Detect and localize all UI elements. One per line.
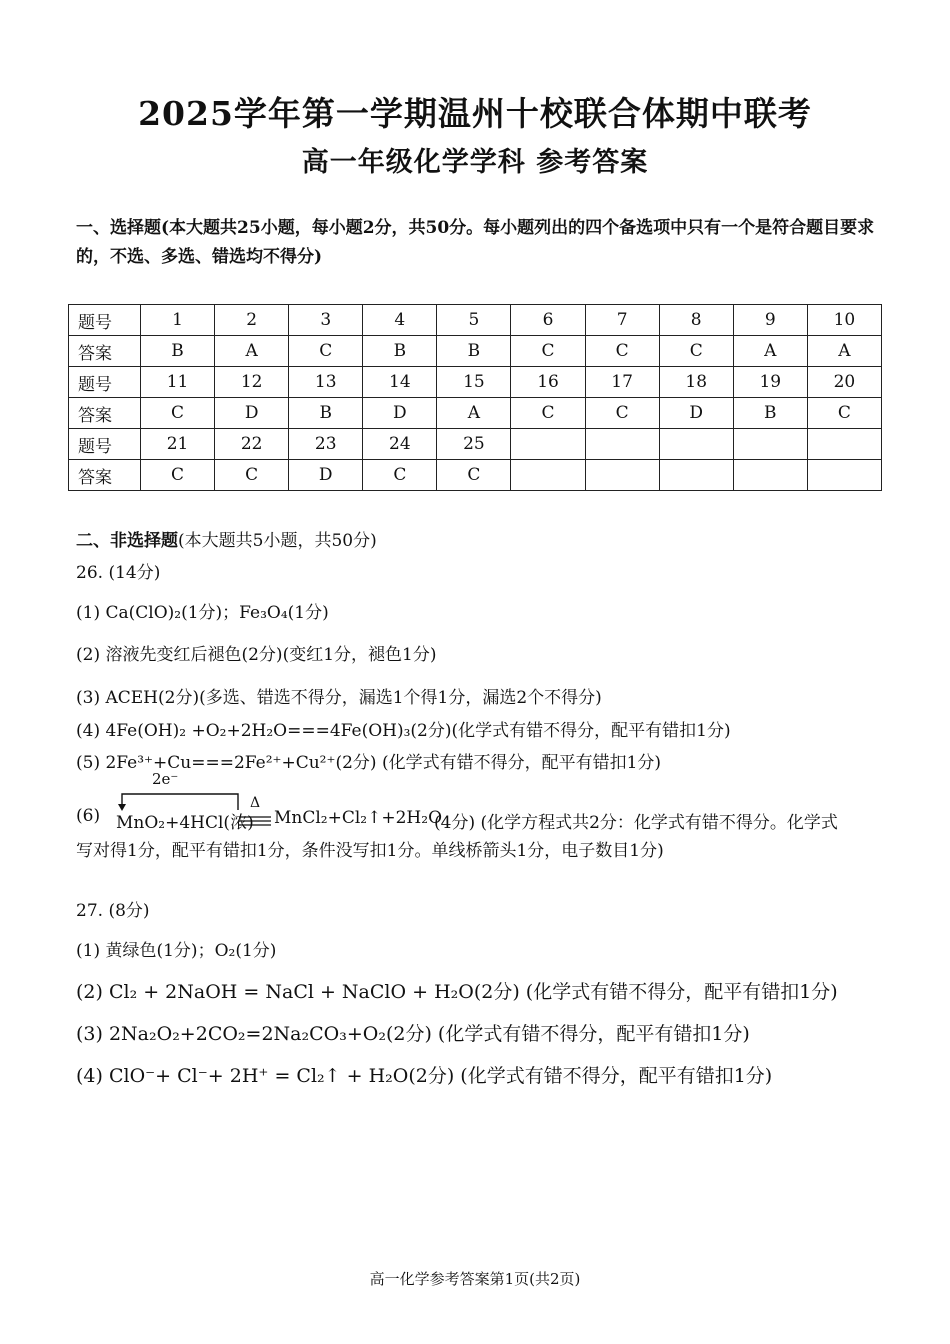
answer-row (69, 398, 882, 429)
q26-answer-3: (3) ACEH(2分)(多选、错选不得分，漏选1个得1分，漏选2个不得分) (76, 688, 602, 708)
question-number-row (69, 367, 882, 398)
question-number-cell: 3 (289, 305, 363, 336)
heat-symbol: Δ (249, 795, 261, 811)
answer-row (69, 336, 882, 367)
question-number-cell: 16 (511, 367, 585, 398)
row-label-answer: 答案 (69, 398, 141, 429)
answer-cell (733, 460, 807, 491)
page-footer: 高一化学参考答案第1页(共2页) (369, 1270, 581, 1288)
answer-cell: A (215, 336, 289, 367)
q26-answer-4: (4) 4Fe(OH)₂ +O₂+2H₂O===4Fe(OH)₃(2分)(化学式有错不得分，配平有错扣1分) (76, 721, 731, 741)
q26-title: 26. (14分) (76, 563, 161, 583)
answer-cell (585, 460, 659, 491)
section2-heading (76, 526, 377, 551)
q26-answer-1: (1) Ca(ClO)₂(1分)；Fe₃O₄(1分) (76, 603, 329, 623)
question-number-cell: 17 (585, 367, 659, 398)
question-number-row (69, 305, 882, 336)
row-label-question: 题号 (69, 429, 141, 460)
answer-cell: C (511, 398, 585, 429)
question-number-cell: 22 (215, 429, 289, 460)
answer-cell: C (215, 460, 289, 491)
question-number-cell: 9 (733, 305, 807, 336)
question-number-cell: 1 (141, 305, 215, 336)
equation-products: MnCl₂+Cl₂↑+2H₂O (274, 808, 442, 828)
question-number-cell: 25 (437, 429, 511, 460)
q27-answer-2: (2) Cl₂ + 2NaOH = NaCl + NaClO + H₂O(2分) (化学式有错不得分，配平有错扣1分) (76, 981, 838, 1003)
answer-cell: C (289, 336, 363, 367)
row-label-question: 题号 (69, 367, 141, 398)
question-number-row (69, 429, 882, 460)
answer-cell: B (733, 398, 807, 429)
answer-cell: C (807, 398, 881, 429)
question-number-cell: 2 (215, 305, 289, 336)
answer-cell: B (437, 336, 511, 367)
answer-cell: C (585, 398, 659, 429)
answer-cell (807, 460, 881, 491)
question-number-cell (807, 429, 881, 460)
exam-title: 2025学年第一学期温州十校联合体期中联考 (138, 94, 812, 133)
answer-cell: A (437, 398, 511, 429)
row-label-answer: 答案 (69, 460, 141, 491)
answer-row (69, 460, 882, 491)
answer-cell: C (363, 460, 437, 491)
q27-title: 27. (8分) (76, 901, 150, 921)
question-number-cell: 10 (807, 305, 881, 336)
answer-cell (659, 460, 733, 491)
section1-heading: 一、选择题(本大题共25小题，每小题2分，共50分。每小题列出的四个备选项中只有一个是符合题目要求的，不选、多选、错选均不得分) (76, 218, 875, 267)
answer-cell (511, 460, 585, 491)
question-number-cell: 21 (141, 429, 215, 460)
question-number-cell: 19 (733, 367, 807, 398)
electron-transfer-label: 2e⁻ (152, 770, 179, 788)
equation-reactants: MnO₂+4HCl(浓) (116, 813, 254, 833)
answer-cell: C (141, 398, 215, 429)
answer-cell: C (437, 460, 511, 491)
q27-answer-4: (4) ClO⁻+ Cl⁻+ 2H⁺ = Cl₂↑ + H₂O(2分) (化学式有错不得分，配平有错扣1分) (76, 1065, 773, 1087)
answer-cell: D (659, 398, 733, 429)
question-number-cell: 5 (437, 305, 511, 336)
answer-cell: D (363, 398, 437, 429)
q26-answer-2: (2) 溶液先变红后褪色(2分)(变红1分，褪色1分) (76, 645, 437, 665)
answer-cell: B (141, 336, 215, 367)
question-number-cell (585, 429, 659, 460)
answer-cell: D (289, 460, 363, 491)
question-number-cell: 13 (289, 367, 363, 398)
q26-answer-6-label: (6) (76, 806, 101, 826)
row-label-question: 题号 (69, 305, 141, 336)
question-number-cell: 8 (659, 305, 733, 336)
question-number-cell: 15 (437, 367, 511, 398)
answer-cell: B (289, 398, 363, 429)
question-number-cell: 18 (659, 367, 733, 398)
answer-cell: C (659, 336, 733, 367)
q27-answer-3: (3) 2Na₂O₂+2CO₂=2Na₂CO₃+O₂(2分) (化学式有错不得分，配平有错扣1分) (76, 1023, 750, 1045)
section2-heading-rest: (本大题共5小题，共50分) (178, 531, 377, 551)
question-number-cell (659, 429, 733, 460)
answer-table (68, 304, 882, 491)
answer-cell: C (585, 336, 659, 367)
question-number-cell: 12 (215, 367, 289, 398)
q26-answer-5: (5) 2Fe³⁺+Cu===2Fe²⁺+Cu²⁺(2分) (化学式有错不得分，配平有错扣1分) (76, 753, 662, 773)
answer-cell: C (141, 460, 215, 491)
equation-scoring-note-2: 写对得1分，配平有错扣1分，条件没写扣1分。单线桥箭头1分，电子数目1分) (76, 841, 664, 861)
answer-cell: A (733, 336, 807, 367)
answer-cell: B (363, 336, 437, 367)
question-number-cell: 11 (141, 367, 215, 398)
question-number-cell: 14 (363, 367, 437, 398)
question-number-cell: 20 (807, 367, 881, 398)
answer-cell: A (807, 336, 881, 367)
question-number-cell: 7 (585, 305, 659, 336)
equal-sign-icon (238, 814, 272, 826)
question-number-cell (733, 429, 807, 460)
equation-scoring-note: (4分) (化学方程式共2分：化学式有错不得分。化学式 (434, 813, 838, 833)
question-number-cell (511, 429, 585, 460)
answer-cell: C (511, 336, 585, 367)
answer-cell: D (215, 398, 289, 429)
question-number-cell: 4 (363, 305, 437, 336)
row-label-answer: 答案 (69, 336, 141, 367)
section2-heading-bold: 二、非选择题 (76, 531, 178, 551)
question-number-cell: 23 (289, 429, 363, 460)
question-number-cell: 6 (511, 305, 585, 336)
q27-answer-1: (1) 黄绿色(1分)；O₂(1分) (76, 941, 277, 961)
question-number-cell: 24 (363, 429, 437, 460)
answer-key-subtitle: 高一年级化学学科 参考答案 (301, 147, 649, 178)
